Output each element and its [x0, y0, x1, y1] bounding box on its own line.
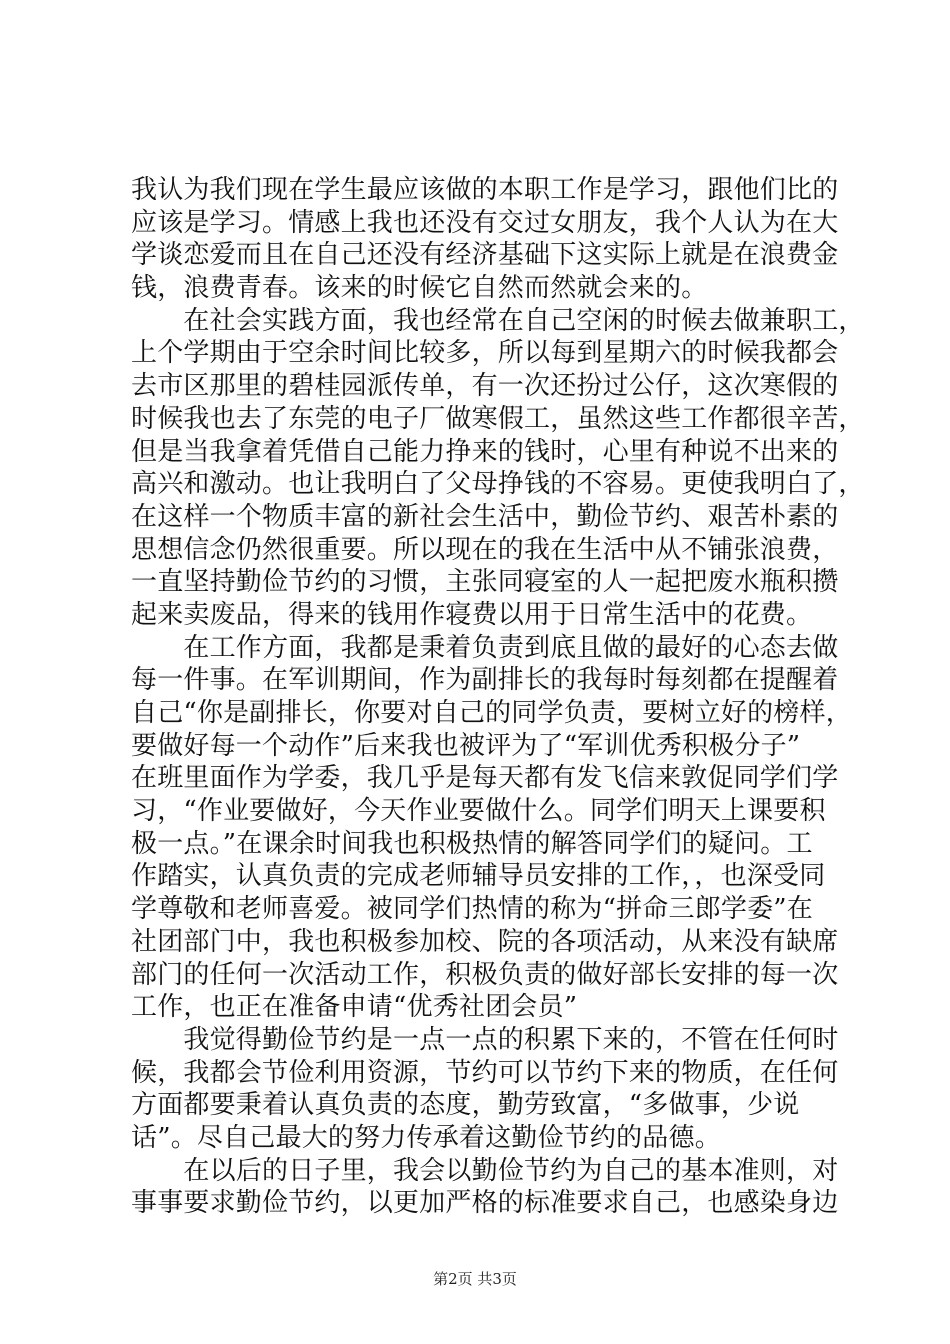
text-line: 我认为我们现在学生最应该做的本职工作是学习，跟他们比的 [131, 175, 839, 205]
text-line: 在社会实践方面，我也经常在自己空闲的时候去做兼职工， [131, 305, 865, 336]
text-line: 方面都要秉着认真负责的态度，勤劳致富，“多做事，少说 [131, 1090, 800, 1121]
text-line: 高兴和激动。也让我明白了父母挣钱的不容易。更使我明白了， [131, 469, 865, 500]
text-line: 思想信念仍然很重要。所以现在的我在生活中从不铺张浪费， [131, 534, 839, 565]
text-line: 上个学期由于空余时间比较多，所以每到星期六的时候我都会 [131, 338, 839, 369]
text-line: 在这样一个物质丰富的新社会生活中，勤俭节约、艰苦朴素的 [131, 501, 839, 532]
text-line: 在工作方面，我都是秉着负责到底且做的最好的心态去做 [131, 632, 839, 663]
text-line: 钱，浪费青春。该来的时候它自然而然就会来的。 [131, 273, 708, 304]
text-line: 候，我都会节俭利用资源，节约可以节约下来的物质，在任何 [131, 1057, 839, 1088]
text-line: 作踏实，认真负责的完成老师辅导员安排的工作，，也深受同 [131, 861, 826, 892]
text-line: 我觉得勤俭节约是一点一点的积累下来的，不管在任何时 [131, 1024, 839, 1055]
text-line: 一直坚持勤俭节约的习惯，主张同寝室的人一起把废水瓶积攒 [131, 567, 839, 598]
text-line: 学尊敬和老师喜爱。被同学们热情的称为“拼命三郎学委”在 [131, 894, 813, 925]
text-line: 社团部门中，我也积极参加校、院的各项活动，从来没有缺席 [131, 926, 839, 957]
text-line: 部门的任何一次活动工作，积极负责的做好部长安排的每一次 [131, 959, 839, 990]
body-text [131, 174, 865, 1220]
page-number-footer: 第2页 共3页 [433, 1270, 517, 1288]
text-line: 去市区那里的碧桂园派传单，有一次还扮过公仔，这次寒假的 [131, 371, 839, 402]
text-line: 每一件事。在军训期间，作为副排长的我每时每刻都在提醒着 [131, 665, 839, 696]
text-line: 起来卖废品，得来的钱用作寝费以用于日常生活中的花费。 [131, 599, 813, 630]
text-line: 工作，也正在准备申请“优秀社团会员” [131, 992, 578, 1023]
text-line: 自己“你是副排长，你要对自己的同学负责，要树立好的榜样， [131, 698, 852, 728]
text-line: 要做好每一个动作”后来我也被评为了“军训优秀积极分子” [131, 730, 801, 761]
text-line: 话”。尽自己最大的努力传承着这勤俭节约的品德。 [131, 1122, 721, 1153]
text-line: 习，“作业要做好，今天作业要做什么。同学们明天上课要积 [131, 796, 826, 827]
text-line: 在以后的日子里，我会以勤俭节约为自己的基本准则，对 [131, 1155, 839, 1186]
text-line: 但是当我拿着凭借自己能力挣来的钱时，心里有种说不出来的 [131, 436, 839, 467]
text-line: 应该是学习。情感上我也还没有交过女朋友，我个人认为在大 [131, 207, 839, 238]
text-line: 事事要求勤俭节约，以更加严格的标准要求自己，也感染身边 [131, 1188, 839, 1219]
text-line: 极一点。”在课余时间我也积极热情的解答同学们的疑问。工 [131, 828, 813, 859]
text-line: 学谈恋爱而且在自己还没有经济基础下这实际上就是在浪费金 [131, 240, 839, 271]
text-line: 在班里面作为学委，我几乎是每天都有发飞信来敦促同学们学 [131, 763, 839, 794]
text-line: 时候我也去了东莞的电子厂做寒假工，虽然这些工作都很辛苦， [131, 403, 865, 434]
